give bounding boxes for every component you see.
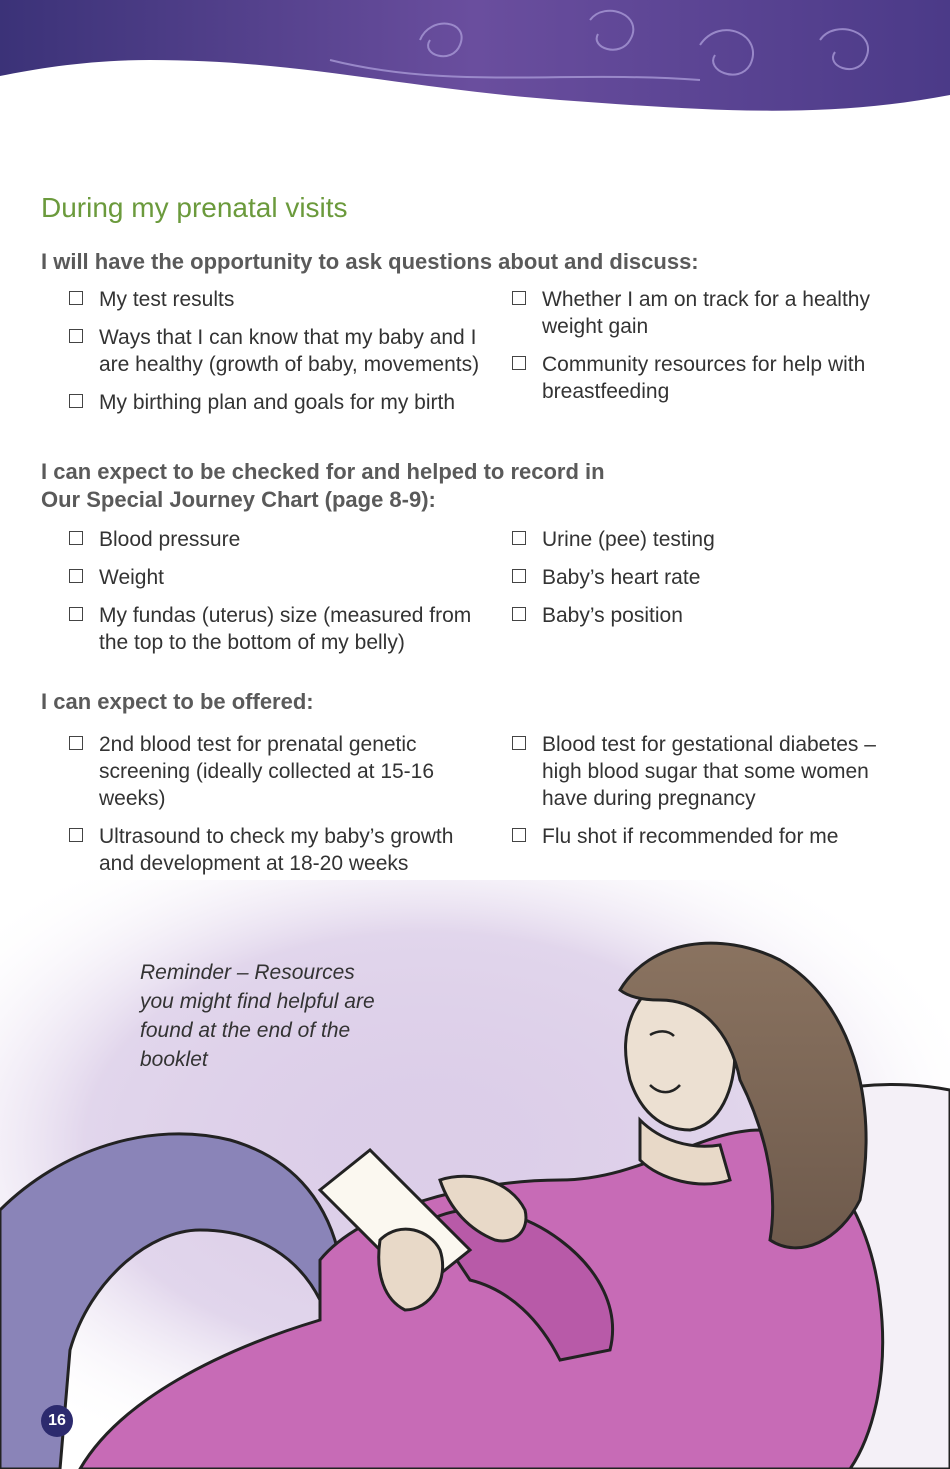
offered-left-list bbox=[41, 731, 481, 888]
checkbox[interactable] bbox=[69, 569, 83, 583]
checklist-item[interactable]: Urine (pee) testing bbox=[512, 526, 912, 553]
checked-heading: I can expect to be checked for and helped to record in Our Special Journey Chart (page 8-9): bbox=[41, 459, 605, 512]
checklist-item[interactable]: My birthing plan and goals for my birth bbox=[41, 389, 481, 416]
reminder-note: Reminder – Resources you might find helpful are found at the end of the booklet bbox=[140, 961, 375, 1071]
checkbox[interactable] bbox=[69, 607, 83, 621]
checklist-item[interactable]: Ultrasound to check my baby’s growth and development at 18-20 weeks bbox=[41, 823, 481, 877]
checkbox[interactable] bbox=[512, 569, 526, 583]
checklist-item[interactable]: Whether I am on track for a healthy weight gain bbox=[512, 286, 912, 340]
checkbox[interactable] bbox=[512, 531, 526, 545]
checkbox[interactable] bbox=[69, 329, 83, 343]
checklist-item[interactable]: Baby’s position bbox=[512, 602, 912, 629]
checklist-item[interactable]: Ways that I can know that my baby and I are healthy (growth of baby, movements) bbox=[41, 324, 481, 378]
offered-right-list bbox=[512, 731, 912, 861]
checkbox[interactable] bbox=[512, 356, 526, 370]
header-banner bbox=[0, 0, 950, 130]
checked-left-list bbox=[41, 526, 481, 667]
checklist-item[interactable]: Blood pressure bbox=[41, 526, 481, 553]
checklist-item[interactable]: Flu shot if recommended for me bbox=[512, 823, 912, 850]
checkbox[interactable] bbox=[512, 736, 526, 750]
checkbox[interactable] bbox=[69, 394, 83, 408]
checkbox[interactable] bbox=[69, 828, 83, 842]
offered-heading: I can expect to be offered: bbox=[41, 689, 314, 714]
checklist-item[interactable]: Weight bbox=[41, 564, 481, 591]
checkbox[interactable] bbox=[512, 828, 526, 842]
checklist-item[interactable]: My fundas (uterus) size (measured from the top to the bottom of my belly) bbox=[41, 602, 481, 656]
checklist-item[interactable]: Baby’s heart rate bbox=[512, 564, 912, 591]
checkbox[interactable] bbox=[512, 291, 526, 305]
checked-right-list bbox=[512, 526, 912, 640]
discuss-heading: I will have the opportunity to ask questions about and discuss: bbox=[41, 249, 699, 274]
checkbox[interactable] bbox=[69, 736, 83, 750]
checklist-item[interactable]: Blood test for gestational diabetes – high blood sugar that some women have during pregnancy bbox=[512, 731, 912, 812]
checklist-item[interactable]: 2nd blood test for prenatal genetic screening (ideally collected at 15-16 weeks) bbox=[41, 731, 439, 812]
page-number-badge: 16 bbox=[41, 1405, 73, 1437]
discuss-right-list bbox=[512, 286, 912, 416]
checkbox[interactable] bbox=[69, 291, 83, 305]
page-title: During my prenatal visits bbox=[41, 192, 348, 223]
checkbox[interactable] bbox=[69, 531, 83, 545]
checklist-item[interactable]: My test results bbox=[41, 286, 481, 313]
discuss-left-list bbox=[41, 286, 481, 427]
checkbox[interactable] bbox=[512, 607, 526, 621]
checklist-item[interactable]: Community resources for help with breastfeeding bbox=[512, 351, 912, 405]
